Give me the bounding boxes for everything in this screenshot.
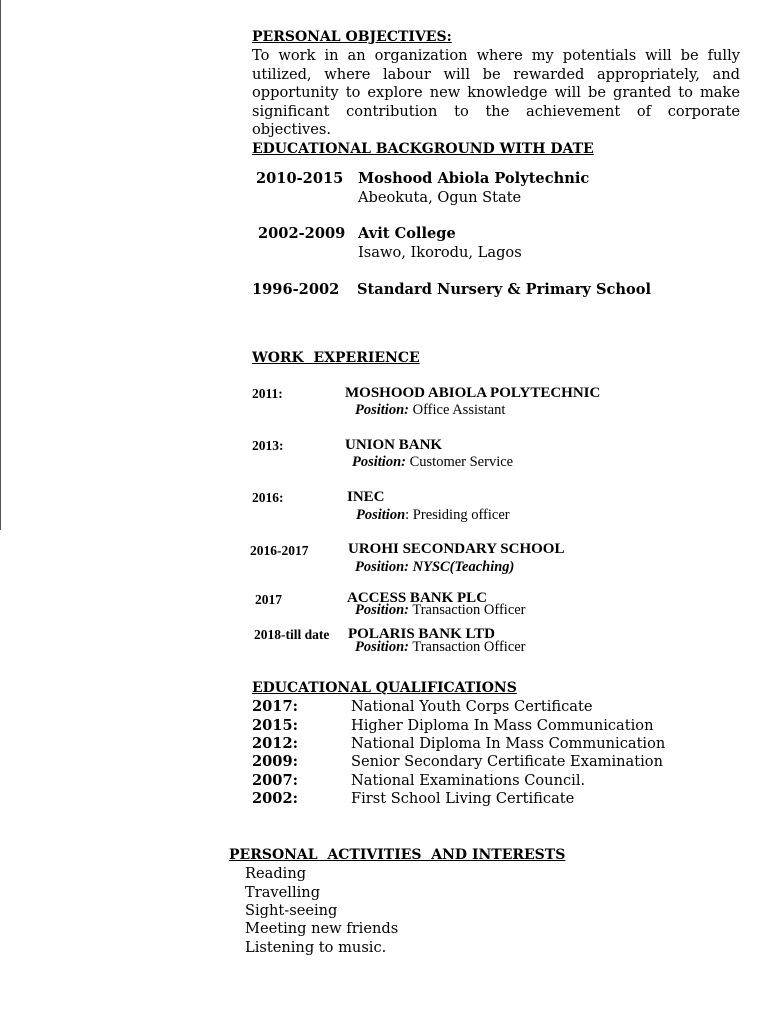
position-value: Transaction Officer [412,602,526,618]
edu-entry-location: Abeokuta, Ogun State [358,189,522,206]
work-entry-position [355,602,526,619]
work-entry-year: 2018-till date [254,627,330,642]
objectives-heading [252,29,452,45]
position-value: Office Assistant [412,402,506,418]
edu-entry-location: Isawo, Ikorodu, Lagos [358,244,522,261]
qualification-title: Higher Diploma In Mass Communication [351,717,654,734]
qualification-title: First School Living Certificate [351,790,575,807]
activity-item: Reading [245,865,307,882]
edu-entry-school: Avit College [358,225,456,242]
work-entry-year: 2017 [255,592,282,607]
qualification-year: 2007: [252,772,299,789]
qualifications-heading: EDUCATIONAL QUALIFICATIONS [252,680,517,696]
qualification-year: 2002: [252,790,299,807]
work-entry-position [352,454,513,471]
work-entry-company: UROHI SECONDARY SCHOOL [348,541,565,557]
work-entry-year: 2016: [252,490,284,505]
activities-heading: PERSONAL ACTIVITIES AND INTERESTS [229,847,566,863]
qualification-year: 2015: [252,717,299,734]
work-entry-company: POLARIS BANK LTD [348,626,495,642]
work-entry-company: UNION BANK [345,437,443,453]
edu-entry-years: 1996-2002 [252,281,340,298]
qualification-title: National Examinations Council. [351,772,586,789]
work-entry-position [355,559,514,576]
position-label: Position: [355,559,409,575]
objectives-text: To work in an organization where my potentials will be fully utilized, where labour will be rewarded appropriately, and opportunity to explore new knowledge will be granted to make significant contribution to the achievement of corporate objectives. [252,47,740,138]
work-entry-position [355,402,505,419]
edu-entry-school: Moshood Abiola Polytechnic [358,170,590,187]
position-label: Position: [352,454,406,470]
activity-item: Meeting new friends [245,920,399,937]
work-experience-heading: WORK EXPERIENCE [252,350,420,366]
work-entry-company: INEC [347,489,385,505]
position-value: : Presiding officer [405,507,510,523]
objectives-heading-colon: : [446,29,452,45]
work-entry-position [355,639,526,656]
edu-entry-school: Standard Nursery & Primary School [357,281,652,298]
position-label: Position: [355,402,409,418]
activity-item: Sight-seeing [245,902,338,919]
edu-entry-years: 2002-2009 [258,225,346,242]
work-entry-year: 2013: [252,438,284,453]
objectives-heading-text: PERSONAL OBJECTIVES [252,29,447,45]
activity-item: Travelling [245,884,321,901]
edu-entry-years: 2010-2015 [256,170,344,187]
position-label: Position: [355,639,409,655]
position-value: Transaction Officer [412,639,526,655]
qualification-year: 2017: [252,698,299,715]
position-value: Customer Service [409,454,514,470]
activity-item: Listening to music. [245,939,387,956]
qualification-title: National Youth Corps Certificate [351,698,593,715]
position-value: NYSC(Teaching) [412,559,515,575]
work-entry-year: 2016-2017 [250,543,309,558]
qualification-title: Senior Secondary Certificate Examination [351,753,663,770]
qualification-year: 2009: [252,753,299,770]
work-entry-company: MOSHOOD ABIOLA POLYTECHNIC [345,385,601,401]
position-label: Position: [355,602,409,618]
work-entry-company: ACCESS BANK PLC [347,590,488,606]
qualification-title: National Diploma In Mass Communication [351,735,666,752]
qualification-year: 2012: [252,735,299,752]
work-entry-year: 2011: [252,386,283,401]
page-margin-line [0,0,1,530]
position-label: Position [356,507,406,523]
work-entry-position [356,507,510,524]
edu-background-heading: EDUCATIONAL BACKGROUND WITH DATE [252,141,594,157]
